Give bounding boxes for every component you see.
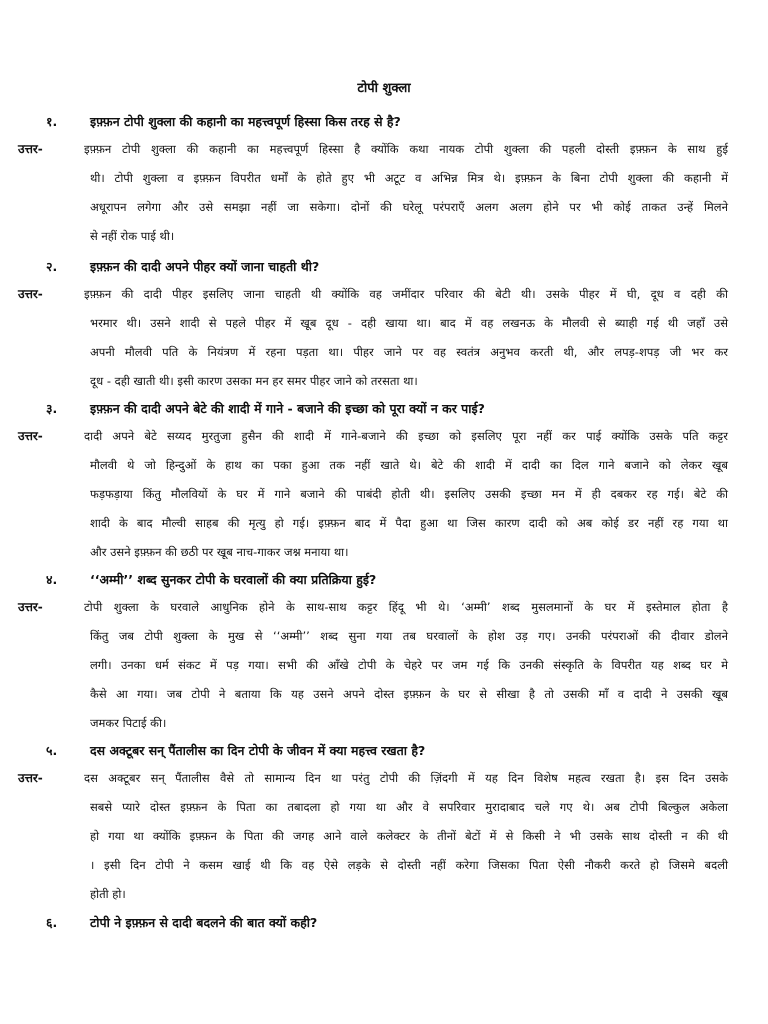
answer-label: उत्तर-: [18, 287, 43, 301]
question-number: ५.: [46, 743, 58, 758]
question-row: [0, 567, 768, 593]
question-number: ६.: [46, 915, 58, 930]
answer-line: दादी अपने बेटे सय्यद मुरतुजा हुसैन की शादी में गाने-बजाने की इच्छा को इसलिए पूरा नहीं कर पाई क्योंकि उसके पति कट्टर: [84, 429, 728, 443]
qa-block-4: [0, 567, 768, 738]
answer-block: [0, 135, 768, 251]
page-title: टोपी शुक्ला: [357, 81, 411, 96]
answer-block: [0, 280, 768, 396]
answer-line: दूध - दही खाती थी। इसी कारण उसका मन हर समर पीहर जाने को तरसता था।: [90, 374, 418, 388]
answer-label: उत्तर-: [18, 142, 43, 156]
answer-line: कैसे आ गया। जब टोपी ने बताया कि यह उसने अपने दोस्त इफ़्फ़न के घर से सीखा है तो उसकी माँ व दादी ने उसकी खूब: [90, 687, 728, 701]
question-text: दस अक्टूबर सन् पैंतालीस का दिन टोपी के जीवन में क्या महत्त्व रखता है?: [90, 743, 426, 758]
question-text: इफ़्फ़न की दादी अपने बेटे की शादी में गाने - बजाने की इच्छा को पूरा क्यों न कर पाई?: [90, 401, 485, 416]
answer-line: लगी। उनका धर्म संकट में पड़ गया। सभी की आँखे टोपी के चेहरे पर जम गई कि उनकी संस्कृति के विपरीत यह शब्द घर मे: [90, 658, 728, 672]
answer-label: उत्तर-: [18, 600, 43, 614]
qa-block-2: [0, 254, 768, 396]
qa-block-1: [0, 109, 768, 251]
question-number: २.: [46, 259, 58, 274]
answer-label: उत्तर-: [18, 771, 43, 785]
answer-line: थी। टोपी शुक्ला व इफ़्फ़न विपरीत धर्मों के होते हुए भी अटूट व अभिन्न मित्र थे। इफ़्फ़न के बिना टोपी शुक्ला की कहानी में: [90, 171, 728, 185]
answer-line: । इसी दिन टोपी ने कसम खाई थी कि वह ऐसे लड़के से दोस्ती नहीं करेगा जिसका पिता ऐसी नौकरी करते हो जिसमे बदली: [90, 858, 728, 872]
answer-line: इफ़्फ़न की दादी पीहर इसलिए जाना चाहती थी क्योंकि वह जमींदार परिवार की बेटी थी। उसके पीहर में घी, दूध व दही की: [84, 287, 728, 301]
qa-block-3: [0, 396, 768, 567]
answer-line: अपनी मौलवी पति के नियंत्रण में रहना पड़ता था। पीहर जाने पर वह स्वतंत्र अनुभव करती थी, और लपड़-शपड़ जी भर कर: [90, 345, 728, 359]
answer-line: टोपी शुक्ला के घरवाले आधुनिक होने के साथ-साथ कट्टर हिंदू भी थे। ‘अम्मी’ शब्द मुसलमानों के घर में इस्तेमाल होता है: [84, 600, 728, 614]
question-text: इफ़्फ़न की दादी अपने पीहर क्यों जाना चाहती थी?: [90, 259, 320, 274]
question-row: [0, 109, 768, 135]
question-number: ३.: [46, 401, 58, 416]
question-row: [0, 396, 768, 422]
question-text: इफ़्फ़न टोपी शुक्ला की कहानी का महत्त्वपूर्ण हिस्सा किस तरह से है?: [90, 114, 401, 129]
answer-line: से नहीं रोक पाई थी।: [90, 229, 175, 243]
answer-line: भरमार थी। उसने शादी से पहले पीहर में खूब दूध - दही खाया था। बाद में वह लखनऊ के मौलवी से ब्याही गई थी जहाँ उसे: [90, 316, 728, 330]
question-text: ‘‘अम्मी’’ शब्द सुनकर टोपी के घरवालों की क्या प्रतिक्रिया हुई?: [90, 572, 377, 587]
question-row: [0, 910, 768, 936]
answer-line: फड़फड़ाया किंतु मौलवियों के घर में गाने बजाने की पाबंदी होती थी। इसलिए उसकी इच्छा मन में ही दबकर रह गई। बेटे की: [90, 487, 728, 501]
answer-line: शादी के बाद मौल्वी साहब की मृत्यु हो गई। इफ़्फ़न बाद में पैदा हुआ था जिस कारण दादी को अब कोई डर नहीं रह गया था: [90, 516, 728, 530]
answer-line: इफ़्फ़न टोपी शुक्ला की कहानी का महत्त्वपूर्ण हिस्सा है क्योंकि कथा नायक टोपी शुक्ला की पहली दोस्ती इफ़्फ़न के साथ हुई: [84, 142, 728, 156]
question-number: ४.: [46, 572, 58, 587]
answer-label: उत्तर-: [18, 429, 43, 443]
question-row: [0, 738, 768, 764]
answer-block: [0, 593, 768, 738]
answer-block: [0, 764, 768, 909]
answer-line: होती हो।: [90, 887, 126, 901]
answer-line: सबसे प्यारे दोस्त इफ़्फ़न के पिता का तबादला हो गया था और वे सपरिवार मुरादाबाद चले गए थे। अब टोपी बिल्कुल अकेला: [90, 800, 728, 814]
qa-block-5: [0, 738, 768, 909]
question-text: टोपी ने इफ़्फ़न से दादी बदलने की बात क्यों कही?: [90, 915, 318, 930]
answer-line: मौलवी थे जो हिन्दुओं के हाथ का पका हुआ तक नहीं खाते थे। बेटे की शादी में दादी का दिल गाने बजाने को लेकर खूब: [90, 458, 728, 472]
answer-line: दस अक्टूबर सन् पैंतालीस वैसे तो सामान्य दिन था परंतु टोपी की ज़िंदगी में यह दिन विशेष महत्व रखता है। इस दिन उसके: [84, 771, 728, 785]
question-row: [0, 254, 768, 280]
answer-block: [0, 422, 768, 567]
answer-line: किंतु जब टोपी शुक्ला के मुख से ‘‘अम्मी’’ शब्द सुना गया तब घरवालों के होश उड़ गए। उनकी परंपराओं की दीवार डोलने: [90, 629, 728, 643]
answer-line: अधूरापन लगेगा और उसे समझा नहीं जा सकेगा। दोनों की घरेलू परंपराएँ अलग अलग होने पर भी कोई ताकत उन्हें मिलने: [90, 200, 728, 214]
answer-line: जमकर पिटाई की।: [90, 716, 167, 730]
answer-line: हो गया था क्योंकि इफ़्फ़न के पिता की जगह आने वाले कलेक्टर के तीनों बेटों में से किसी ने भी उसके साथ दोस्ती न की थी: [90, 829, 728, 843]
qa-block-6: [0, 910, 768, 936]
answer-line: और उसने इफ़्फ़न की छठी पर खूब नाच-गाकर जश्न मनाया था।: [90, 545, 349, 559]
question-number: १.: [46, 114, 58, 129]
